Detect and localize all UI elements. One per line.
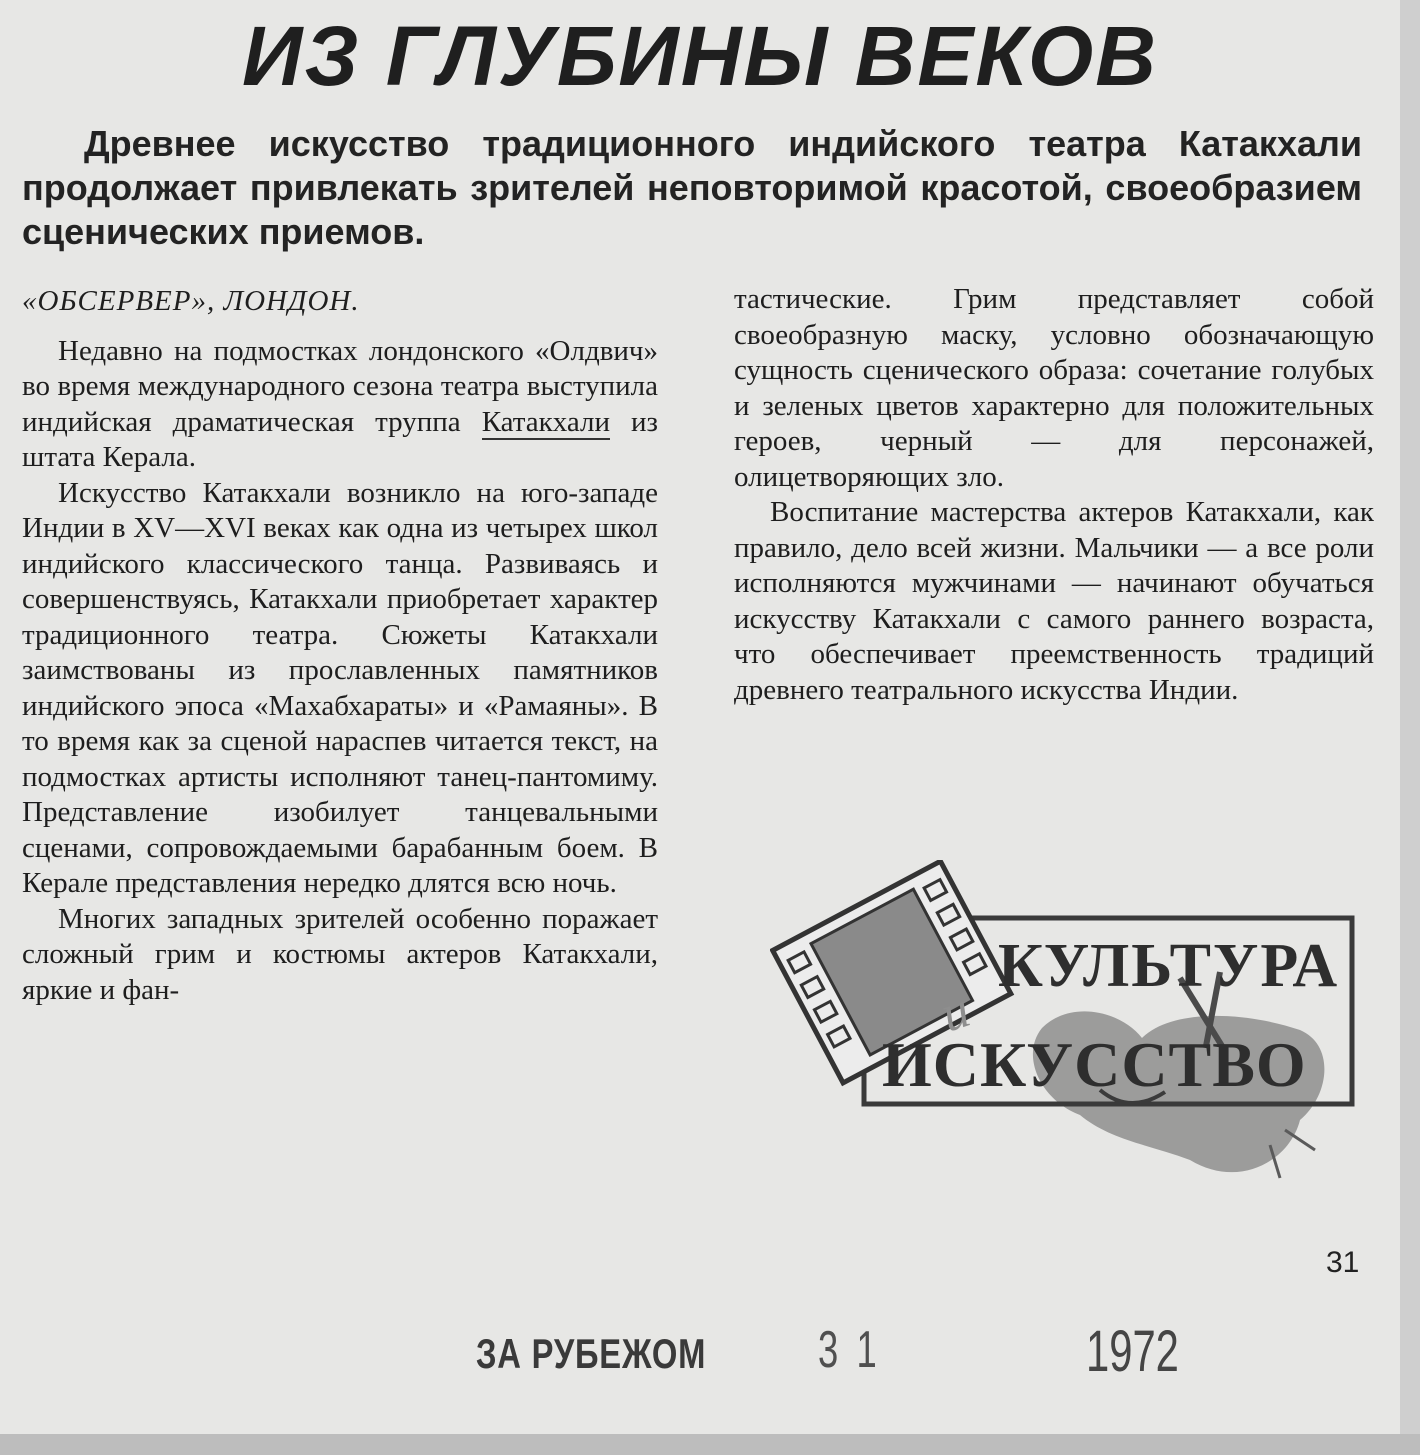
headline: ИЗ ГЛУБИНЫ ВЕКОВ	[242, 9, 1158, 103]
culture-and-art-rubric-logo	[770, 860, 1360, 1190]
underlined-troupe-name: Катакхали	[481, 405, 610, 438]
stamp-publication: ЗА РУБЕЖОМ	[476, 1330, 707, 1377]
right-column	[734, 282, 1374, 708]
paragraph-3-continued: тастические. Грим представляет собой своеобразную маску, условно обозначающую сущность сценического образа: сочетание голубых и зеленых цветов характерно для положительных героев, черный — для персонажей, олицетворяющих зло.	[734, 283, 1374, 493]
paragraph-1-end: из штата Керала.	[22, 405, 658, 473]
lead-paragraph: Древнее искусство традиционного индийского театра Катакхали продолжает привлекать зрителей неповторимой красотой, своеобразием сценических приемов.	[22, 123, 1362, 252]
left-column	[22, 284, 658, 1008]
paragraph-1-start: Недавно на подмостках лондонского «Олдвич» во время международного сезона театра выступила индийская драматическая труппа	[22, 334, 658, 438]
stamp-issue-number: 31	[818, 1321, 895, 1379]
scan-edge-right	[1400, 0, 1420, 1455]
source-line: «ОБСЕРВЕР», ЛОНДОН.	[22, 285, 360, 317]
rubric-conjunction: и	[934, 981, 977, 1044]
paragraph-4: Воспитание мастерства актеров Катакхали, как правило, дело всей жизни. Мальчики — а все роли исполняются мужчинами — начинают обучаться искусству Катакхали с самого раннего возраста, что обеспечивает преемственность традиций древнего театрального искусства Индии.	[734, 496, 1374, 706]
rubric-word-art: ИСКУССТВО	[882, 1029, 1307, 1100]
scan-edge-bottom	[0, 1434, 1420, 1455]
paragraph-1	[22, 334, 658, 476]
rubric-word-culture: КУЛЬТУРА	[998, 932, 1340, 1000]
stamp-year: 1972	[1086, 1319, 1179, 1384]
paragraph-2: Искусство Катакхали возникло на юго-западе Индии в XV—XVI веках как одна из четырех школ индийского классического танца. Развиваясь и совершенствуясь, Катакхали приобретает характер традиционного театра. Сюжеты Катакхали заимствованы из прославленных памятников индийского эпоса «Махабхараты» и «Рамаяны». В то время как за сценой нараспев читается текст, на подмостках артисты исполняют танец-пантомиму. Представление изобилует танцевальными сценами, сопровождаемыми барабанным боем. В Керале представления нередко длятся всю ночь.	[22, 476, 658, 899]
page-number: 31	[1326, 1246, 1360, 1279]
paragraph-3: Многих западных зрителей особенно поражает сложный грим и костюмы актеров Катакхали, яркие и фан-	[22, 902, 658, 1006]
